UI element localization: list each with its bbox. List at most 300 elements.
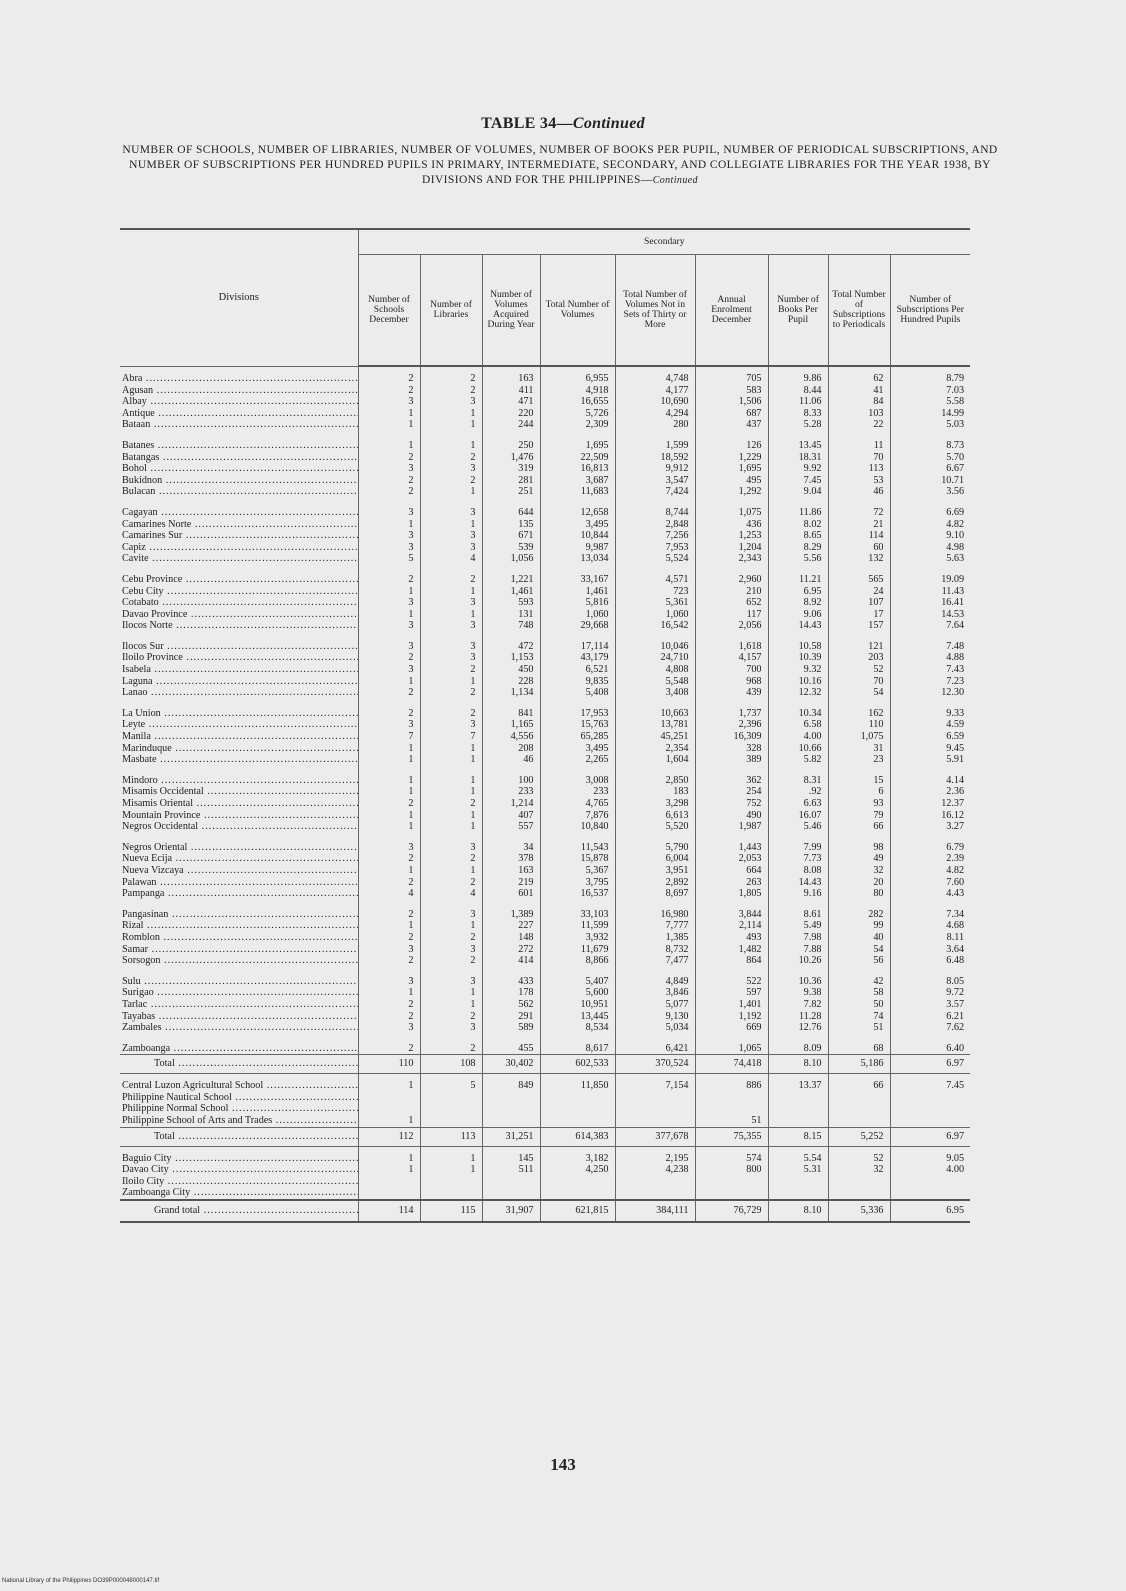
division-name [120,385,358,397]
table-cell: 864 [695,955,768,967]
division-name [120,877,358,889]
table-cell: 7.34 [890,909,970,921]
table-cell: 1,153 [482,652,540,664]
table-cell: 15,878 [540,853,615,865]
spacer-cell [890,565,970,574]
table-subtitle: NUMBER OF SCHOOLS, NUMBER OF LIBRARIES, NUMBER OF VOLUMES, NUMBER OF BOOKS PER PUPIL, NUMBER OF PERIODICAL SUBSCRIPTIONS, AND NUMBER OF SUBSCRIPTIONS PER HUNDRED PUPILS IN PRIMARY, INTERMEDIATE, SECONDARY, AND COLLEGIATE LIBRARIES FOR THE YEAR 1938, BY DIVISIONS AND FOR THE PHILIPPINES—Continued [122,144,998,186]
table-cell: 1 [358,419,420,431]
table-cell: 291 [482,1011,540,1023]
table-cell: 17,114 [540,641,615,653]
spacer-cell [890,766,970,775]
table-cell: 7.48 [890,641,970,653]
table-cell: 51 [695,1115,768,1127]
table-cell: 100 [482,775,540,787]
table-cell: 9.92 [768,463,828,475]
table-cell: 6,521 [540,664,615,676]
table-cell: 2,848 [615,519,695,531]
table-cell: 250 [482,440,540,452]
table-cell: 1,506 [695,396,768,408]
table-cell: 6.67 [890,463,970,475]
statistics-table [120,228,970,1223]
spacer-cell [358,833,420,842]
table-cell: 4.68 [890,920,970,932]
table-title: TABLE 34—Continued [481,115,645,132]
spacer-cell [540,833,615,842]
table-cell: 5,600 [540,987,615,999]
table-cell: 5,186 [828,1055,890,1074]
row-spacer [120,431,970,440]
table-cell [358,1187,420,1200]
table-cell: 5,367 [540,865,615,877]
division-name [120,1146,358,1164]
table-cell: 2 [358,452,420,464]
table-row [120,932,970,944]
table-cell: 51 [828,1022,890,1034]
table-cell: 131 [482,609,540,621]
division-label: Bohol ..... [122,463,358,474]
table-cell [768,1187,828,1200]
table-cell: 9.33 [890,708,970,720]
table-cell: 13,034 [540,553,615,565]
table-cell [828,1187,890,1200]
table-row [120,507,970,519]
table-cell [358,1103,420,1115]
division-name [120,743,358,755]
table-cell: 700 [695,664,768,676]
table-cell: 644 [482,507,540,519]
table-cell: 671 [482,530,540,542]
table-cell: 1,221 [482,574,540,586]
table-cell: 5.28 [768,419,828,431]
spacer-cell [768,1034,828,1043]
division-label: Cebu Province ..... [122,574,358,585]
table-cell: 614,383 [540,1127,615,1146]
spacer-cell [828,900,890,909]
table-row [120,842,970,854]
table-row [120,396,970,408]
table-row [120,385,970,397]
table-cell: 1,056 [482,553,540,565]
spacer-cell [695,565,768,574]
spacer-cell [890,431,970,440]
table-cell: 23 [828,754,890,766]
table-cell: 3 [420,842,482,854]
table-cell: 2 [420,366,482,385]
table-cell: 5,548 [615,676,695,688]
table-cell: 14.43 [768,877,828,889]
table-cell: 3 [358,463,420,475]
table-cell: 8.29 [768,542,828,554]
table-cell: 145 [482,1146,540,1164]
table-cell: 3 [358,542,420,554]
table-cell [828,1092,890,1104]
spacer-cell [358,766,420,775]
table-cell: 6.58 [768,719,828,731]
table-cell: 1,075 [695,507,768,519]
spacer-cell [482,833,540,842]
table-cell: 5,524 [615,553,695,565]
table-cell: 2 [420,853,482,865]
table-row [120,486,970,498]
table-cell: 3 [420,652,482,664]
table-cell: 9.38 [768,987,828,999]
table-cell: 60 [828,542,890,554]
table-cell: 3 [358,944,420,956]
table-cell: 1,060 [615,609,695,621]
table-cell: 10,046 [615,641,695,653]
table-cell: 4,556 [482,731,540,743]
spacer-cell [358,632,420,641]
table-cell: 602,533 [540,1055,615,1074]
division-label: La Union ..... [122,708,358,719]
table-cell: 10.34 [768,708,828,720]
table-cell: 7.45 [768,475,828,487]
division-label: Agusan ..... [122,385,358,396]
table-cell: 54 [828,944,890,956]
division-name [120,1176,358,1188]
table-cell: 2 [420,664,482,676]
total-row [120,1200,970,1222]
table-cell: 11.21 [768,574,828,586]
table-cell: 8.65 [768,530,828,542]
table-cell: 10.71 [890,475,970,487]
table-cell: 208 [482,743,540,755]
table-cell: 4,918 [540,385,615,397]
division-label: Leyte ..... [122,719,358,730]
table-cell: 19.09 [890,574,970,586]
table-cell: 12.76 [768,1022,828,1034]
table-cell: 1 [420,519,482,531]
spacer-cell [420,766,482,775]
table-cell: 2 [420,1011,482,1023]
table-cell: 183 [615,786,695,798]
table-cell: 233 [482,786,540,798]
table-cell: 1,204 [695,542,768,554]
table-cell: 3,951 [615,865,695,877]
table-cell: 52 [828,1146,890,1164]
table-cell: 5.58 [890,396,970,408]
table-cell: 3 [420,597,482,609]
table-cell: 15 [828,775,890,787]
spacer-cell [420,967,482,976]
table-cell: 8.11 [890,932,970,944]
table-cell: 281 [482,475,540,487]
spacer-cell [358,498,420,507]
table-cell: 3 [420,396,482,408]
table-cell: 7.99 [768,842,828,854]
table-cell: 3 [358,976,420,988]
table-cell: 110 [828,719,890,731]
table-cell: 8.08 [768,865,828,877]
division-name [120,731,358,743]
table-cell: 7,876 [540,810,615,822]
spacer-cell [540,632,615,641]
table-cell: 450 [482,664,540,676]
division-label: Camarines Norte ..... [122,519,358,530]
spacer-cell [420,565,482,574]
table-cell: 723 [615,586,695,598]
table-cell: 5.46 [768,821,828,833]
table-cell: 1,192 [695,1011,768,1023]
table-cell: 4,177 [615,385,695,397]
division-name [120,999,358,1011]
table-row [120,1011,970,1023]
table-cell: 74 [828,1011,890,1023]
division-label: Camarines Sur ..... [122,530,358,541]
table-cell [420,1103,482,1115]
table-cell: 2 [358,798,420,810]
table-cell: 6.97 [890,1055,970,1074]
table-cell: 1,987 [695,821,768,833]
table-cell: 3 [420,641,482,653]
table-cell: 17 [828,609,890,621]
table-cell [828,1176,890,1188]
table-row [120,877,970,889]
table-cell: 7.62 [890,1022,970,1034]
division-name [120,798,358,810]
table-cell: 163 [482,865,540,877]
table-cell: 1 [420,821,482,833]
spacer-cell [120,833,358,842]
spacer-cell [695,431,768,440]
table-cell [615,1187,695,1200]
table-cell: 493 [695,932,768,944]
table-cell: 4.82 [890,519,970,531]
table-cell: 7,477 [615,955,695,967]
table-row [120,452,970,464]
division-label: Pampanga ..... [122,888,358,899]
table-cell: 3,844 [695,909,768,921]
table-cell: 384,111 [615,1200,695,1222]
table-cell: 1 [358,821,420,833]
table-row [120,553,970,565]
table-row [120,1146,970,1164]
table-cell: 251 [482,486,540,498]
table-cell: 1 [358,865,420,877]
spacer-cell [420,1034,482,1043]
table-cell: 108 [420,1055,482,1074]
division-label: Ilocos Sur ..... [122,641,358,652]
spacer-cell [890,833,970,842]
table-cell [890,1103,970,1115]
table-cell: 16,542 [615,620,695,632]
division-label: Philippine School of Arts and Trades ..... [122,1115,358,1126]
spacer-cell [615,900,695,909]
table-cell: 3.57 [890,999,970,1011]
division-name [120,519,358,531]
table-cell: 8,732 [615,944,695,956]
table-cell: 9,912 [615,463,695,475]
division-label: Davao Province ..... [122,609,358,620]
table-cell: 3 [420,944,482,956]
spacer-cell [828,833,890,842]
table-cell: 2 [420,385,482,397]
column-header: Total Number of Subscriptions to Periodicals [828,255,890,367]
table-cell [482,1103,540,1115]
division-label: Laguna ..... [122,676,358,687]
spacer-cell [420,431,482,440]
table-cell: 280 [615,419,695,431]
table-cell: 3 [420,620,482,632]
table-cell: 58 [828,987,890,999]
table-cell: 43,179 [540,652,615,664]
table-cell [482,1092,540,1104]
table-cell: 1,253 [695,530,768,542]
table-cell: 30,402 [482,1055,540,1074]
table-row [120,652,970,664]
table-cell: 1 [358,754,420,766]
table-cell: 1 [420,419,482,431]
spacer-cell [358,699,420,708]
table-cell: 2,053 [695,853,768,865]
division-name [120,530,358,542]
division-label: Misamis Oriental ..... [122,798,358,809]
page-number: 143 [550,1455,576,1474]
table-cell: 5,252 [828,1127,890,1146]
table-cell: 849 [482,1074,540,1092]
spacer-cell [890,900,970,909]
table-cell: 8.02 [768,519,828,531]
spacer-cell [695,900,768,909]
spacer-cell [828,431,890,440]
table-cell [890,1187,970,1200]
table-cell: 1 [358,586,420,598]
table-cell: 7.82 [768,999,828,1011]
table-row [120,743,970,755]
table-cell: 1 [420,865,482,877]
spacer-cell [120,766,358,775]
table-cell: 1 [420,810,482,822]
table-cell: 3 [420,530,482,542]
table-cell: 49 [828,853,890,865]
table-cell: 3,795 [540,877,615,889]
division-name [120,1200,358,1222]
division-label: Abra ..... [122,373,358,384]
table-cell: 1 [358,786,420,798]
table-cell: 1 [420,676,482,688]
table-cell: 53 [828,475,890,487]
table-cell: 18.31 [768,452,828,464]
table-cell: 12,658 [540,507,615,519]
table-cell: 5 [420,1074,482,1092]
table-cell: 669 [695,1022,768,1034]
table-row [120,1022,970,1034]
row-spacer [120,833,970,842]
table-cell: 8.33 [768,408,828,420]
division-label: Nueva Vizcaya ..... [122,865,358,876]
table-row [120,719,970,731]
table-cell: 8.05 [890,976,970,988]
table-cell [540,1176,615,1188]
division-name [120,641,358,653]
table-cell: 1,292 [695,486,768,498]
table-cell: 6,004 [615,853,695,865]
table-cell: 3 [358,641,420,653]
division-label: Pangasinan ..... [122,909,358,920]
table-cell: 1 [358,519,420,531]
table-cell: 9.32 [768,664,828,676]
table-cell: 3,687 [540,475,615,487]
division-label: Negros Oriental ..... [122,842,358,853]
table-cell: 10,951 [540,999,615,1011]
table-cell: 93 [828,798,890,810]
table-cell: 2,960 [695,574,768,586]
table-cell: 11,599 [540,920,615,932]
table-cell: 3,182 [540,1146,615,1164]
table-cell: 1,599 [615,440,695,452]
division-name [120,786,358,798]
division-name [120,719,358,731]
table-cell: 13,445 [540,1011,615,1023]
table-cell: 162 [828,708,890,720]
division-name [120,1187,358,1200]
table-cell: 1 [358,1074,420,1092]
table-cell: 46 [828,486,890,498]
table-cell: 254 [695,786,768,798]
spacer-cell [768,498,828,507]
table-cell: 2 [420,932,482,944]
table-cell: 328 [695,743,768,755]
division-name [120,620,358,632]
row-spacer [120,632,970,641]
division-label: Tarlac ..... [122,999,358,1010]
division-name [120,586,358,598]
table-cell: 472 [482,641,540,653]
division-label: Romblon ..... [122,932,358,943]
table-cell: 5,077 [615,999,695,1011]
column-header: Number of Volumes Acquired During Year [482,255,540,367]
table-cell: 1 [358,609,420,621]
table-cell: 2.39 [890,853,970,865]
table-cell: 14.53 [890,609,970,621]
table-row [120,920,970,932]
spacer-cell [482,431,540,440]
table-cell: 455 [482,1043,540,1055]
division-name [120,574,358,586]
table-cell: 7.03 [890,385,970,397]
division-label: Cebu City ..... [122,586,358,597]
table-cell: 115 [420,1200,482,1222]
table-cell: 436 [695,519,768,531]
table-cell: 3.27 [890,821,970,833]
table-cell: 7 [420,731,482,743]
spacer-cell [482,967,540,976]
table-cell: 3 [420,463,482,475]
table-cell: 1,401 [695,999,768,1011]
table-cell: 66 [828,1074,890,1092]
spacer-cell [768,833,828,842]
table-cell: 148 [482,932,540,944]
table-cell: 6.95 [890,1200,970,1222]
table-cell: 3 [420,976,482,988]
table-cell: 319 [482,463,540,475]
table-cell: 3 [420,719,482,731]
table-cell: 2 [420,798,482,810]
table-cell: 21 [828,519,890,531]
table-cell: 3 [420,507,482,519]
table-cell: 103 [828,408,890,420]
table-cell [540,1092,615,1104]
table-cell: 3 [358,620,420,632]
table-cell: 41 [828,385,890,397]
table-cell: 3.64 [890,944,970,956]
table-cell: 16,655 [540,396,615,408]
division-name [120,1055,358,1074]
spacer-cell [482,565,540,574]
table-cell: 4,294 [615,408,695,420]
table-cell: 6 [828,786,890,798]
table-cell: 8,617 [540,1043,615,1055]
